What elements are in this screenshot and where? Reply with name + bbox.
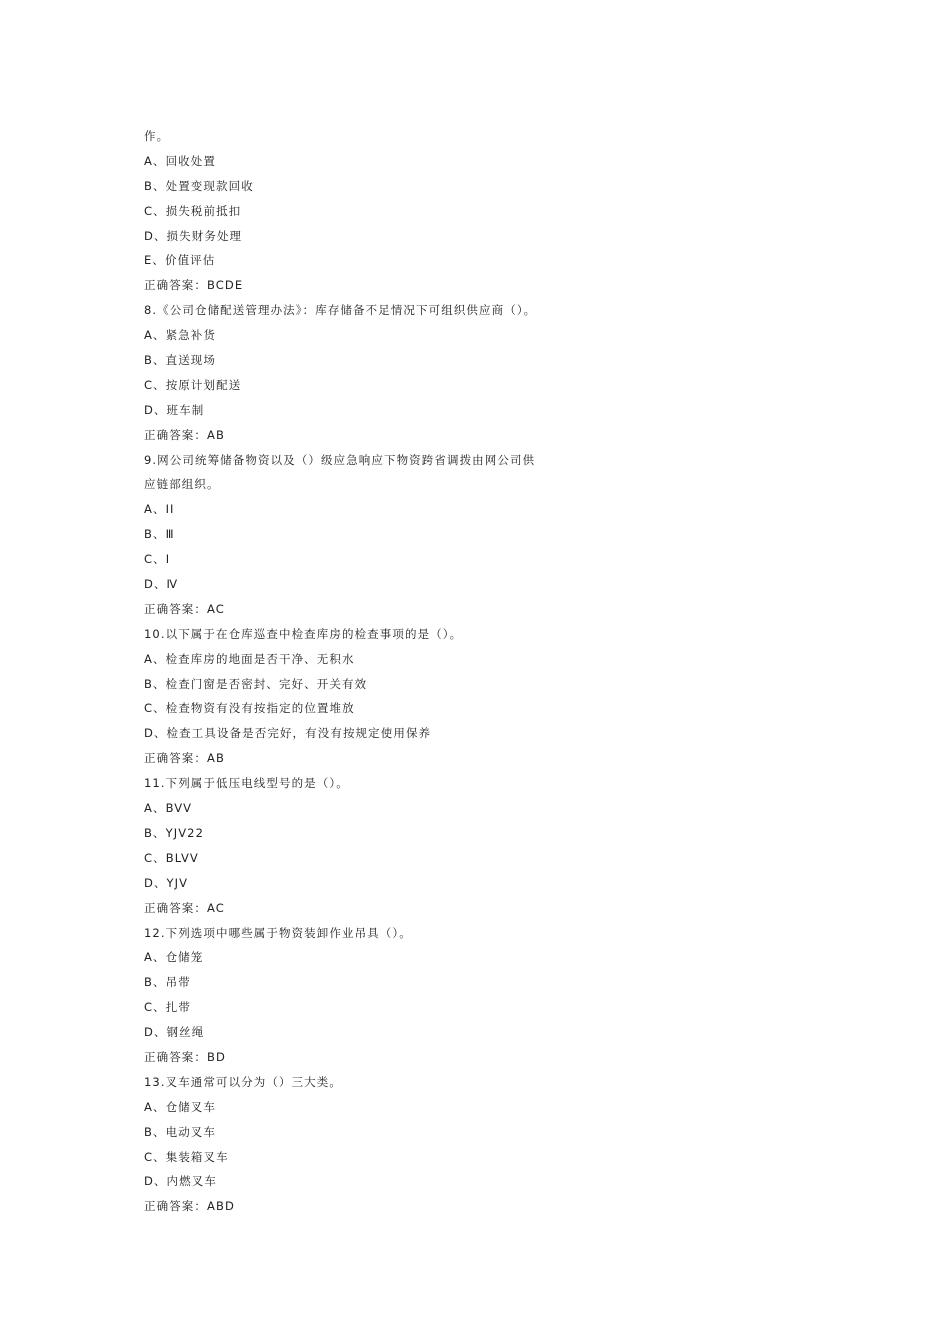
option-line: D、检查工具设备是否完好，有没有按规定使用保养 [144, 726, 432, 741]
answer-line: 正确答案：AB [144, 751, 225, 766]
question-line: 13.叉车通常可以分为（）三大类。 [144, 1074, 342, 1089]
option-line: B、Ⅲ [144, 527, 175, 542]
question-line: 10.以下属于在仓库巡查中检查库房的检查事项的是（）。 [144, 626, 463, 641]
option-line: C、扎带 [144, 1000, 191, 1015]
option-line: D、钢丝绳 [144, 1025, 205, 1040]
answer-line: 正确答案：AC [144, 601, 225, 616]
option-line: D、班车制 [144, 402, 205, 417]
option-line: A、仓储叉车 [144, 1099, 216, 1114]
answer-line: 正确答案：BCDE [144, 278, 244, 293]
question-line: 12.下列选项中哪些属于物资装卸作业吊具（）。 [144, 925, 412, 940]
answer-line: 正确答案：BD [144, 1049, 226, 1064]
option-line: C、I [144, 552, 171, 567]
option-line: D、损失财务处理 [144, 228, 243, 243]
option-line: A、紧急补货 [144, 328, 216, 343]
question-line: 9.网公司统筹储备物资以及（）级应急响应下物资跨省调拨由网公司供 [144, 452, 536, 467]
option-line: B、直送现场 [144, 353, 216, 368]
option-line: A、检查库房的地面是否干净、无积水 [144, 651, 355, 666]
answer-line: 正确答案：ABD [144, 1199, 235, 1214]
option-line: C、集装箱叉车 [144, 1149, 229, 1164]
option-line: C、按原计划配送 [144, 377, 242, 392]
option-line: A、仓储笼 [144, 950, 204, 965]
document-body [144, 124, 844, 1219]
option-line: C、BLVV [144, 850, 199, 865]
text-line: 作。 [144, 129, 170, 143]
option-line: A、回收处置 [144, 153, 216, 168]
option-line: C、损失税前抵扣 [144, 203, 242, 218]
option-line: A、II [144, 502, 175, 517]
question-line: 应链部组织。 [144, 477, 220, 492]
question-line: 8.《公司仓储配送管理办法》：库存储备不足情况下可组织供应商（）。 [144, 303, 537, 318]
option-line: D、Ⅳ [144, 577, 179, 592]
option-line: D、内燃叉车 [144, 1174, 217, 1189]
answer-line: 正确答案：AC [144, 900, 225, 915]
answer-line: 正确答案：AB [144, 427, 225, 442]
option-line: B、吊带 [144, 975, 191, 990]
option-line: E、价值评估 [144, 253, 216, 268]
option-line: C、检查物资有没有按指定的位置堆放 [144, 701, 355, 716]
option-line: B、处置变现款回收 [144, 178, 254, 193]
option-line: B、YJV22 [144, 825, 205, 840]
option-line: A、BVV [144, 801, 193, 816]
option-line: D、YJV [144, 875, 189, 890]
option-line: B、检查门窗是否密封、完好、开关有效 [144, 676, 368, 691]
question-line: 11.下列属于低压电线型号的是（）。 [144, 776, 349, 791]
option-line: B、电动叉车 [144, 1124, 216, 1139]
